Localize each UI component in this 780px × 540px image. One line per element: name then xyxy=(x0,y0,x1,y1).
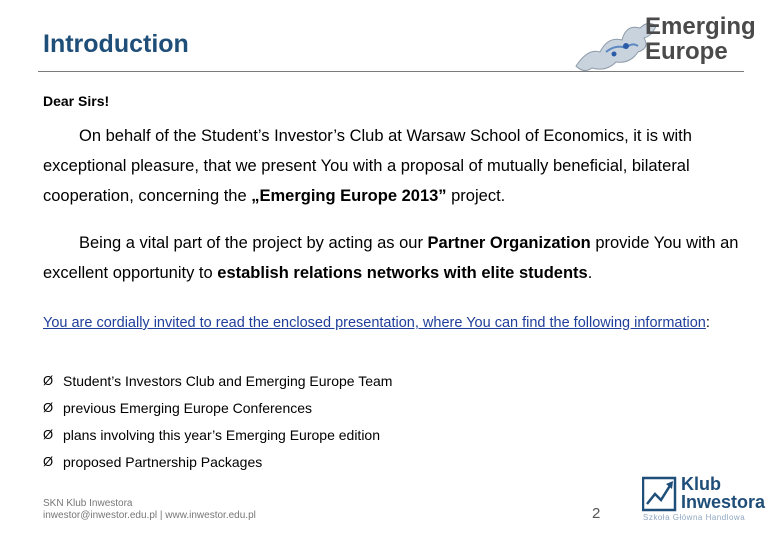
bullet-text: Student’s Investors Club and Emerging Europe Team xyxy=(63,372,393,389)
intro-text: On behalf of the Student’s Investor’s Club at Warsaw School of Economics, it is with exceptional pleasure, that we present You with a proposal of mutually beneficial, bilateral cooperation, concerning the xyxy=(43,127,692,205)
bullet-text: previous Emerging Europe Conferences xyxy=(63,399,313,416)
partner-strong1: Partner Organization xyxy=(427,234,591,252)
footer-org: SKN Klub Inwestora xyxy=(43,498,133,509)
klub-inwestora-logo xyxy=(681,475,765,511)
partner-end: . xyxy=(587,264,593,282)
klub-subtitle: Szkoła Główna Handlowa xyxy=(643,513,746,522)
emerging-europe-logo xyxy=(645,14,765,64)
partner-text1: Being a vital part of the project by acting as our xyxy=(79,234,428,252)
bullet-arrow-icon: Ø xyxy=(43,426,54,442)
partner-strong2: establish relations networks with elite students xyxy=(217,264,588,282)
intro-end: project. xyxy=(446,187,506,205)
bullet-text: proposed Partnership Packages xyxy=(63,453,263,470)
invitation-link[interactable] xyxy=(43,309,743,338)
footer-contact[interactable]: inwestor@inwestor.edu.pl | www.inwestor.edu.pl xyxy=(43,510,256,521)
invitation-text[interactable]: You are cordially invited to read the enclosed presentation, where You can find the following information xyxy=(43,315,706,331)
bullet-text: plans involving this year’s Emerging Europe edition xyxy=(63,426,380,443)
page-title: Introduction xyxy=(43,30,189,58)
list-item xyxy=(43,367,392,394)
partner-text2: provide You with an excellent opportunity to xyxy=(43,234,739,282)
paragraph-partner xyxy=(43,228,743,288)
logo-line1: Emerging xyxy=(645,13,756,40)
list-item xyxy=(43,421,392,448)
greeting: Dear Sirs! xyxy=(43,93,110,109)
bullet-list xyxy=(43,367,392,475)
list-item xyxy=(43,448,392,475)
klub-line2: Inwestora xyxy=(681,492,766,512)
project-name: „Emerging Europe 2013” xyxy=(251,187,447,205)
bullet-arrow-icon: Ø xyxy=(43,372,54,388)
page-number: 2 xyxy=(592,505,601,522)
paragraph-intro xyxy=(43,121,743,211)
klub-line1: Klub xyxy=(681,474,721,494)
logo-line2: Europe xyxy=(645,38,728,65)
bullet-arrow-icon: Ø xyxy=(43,453,54,469)
invitation-colon: : xyxy=(705,315,710,331)
bullet-arrow-icon: Ø xyxy=(43,399,54,415)
footer xyxy=(43,498,256,522)
list-item xyxy=(43,394,392,421)
